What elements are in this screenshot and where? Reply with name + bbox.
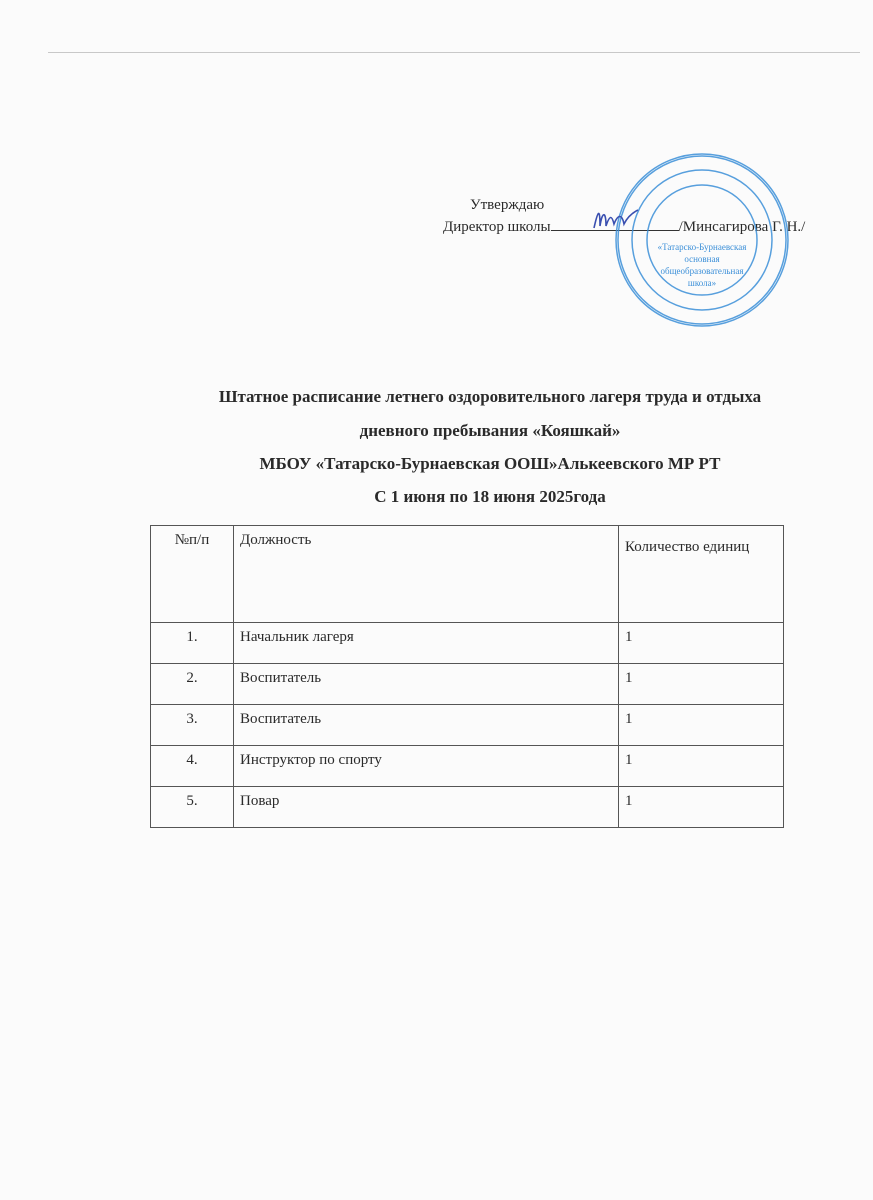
header-number: №п/п [151,526,234,623]
row-position: Воспитатель [234,664,619,705]
row-number: 2. [151,664,234,705]
row-quantity: 1 [619,746,784,787]
document-title-line2: дневного пребывания «Кояшкай» [359,421,621,440]
row-number: 4. [151,746,234,787]
row-quantity: 1 [619,787,784,828]
svg-text:основная: основная [684,254,720,264]
row-number: 1. [151,623,234,664]
table-header-row [151,526,784,623]
row-position: Повар [234,787,619,828]
document-title-line3: МБОУ «Татарско-Бурнаевская ООШ»Алькеевского МР РТ [259,454,721,473]
row-position: Инструктор по спорту [234,746,619,787]
director-signature [590,204,640,234]
row-number: 5. [151,787,234,828]
row-quantity: 1 [619,705,784,746]
director-label: Директор школы [443,219,551,235]
header-position: Должность [234,526,619,623]
table-row [151,787,784,828]
scan-edge-line [48,52,860,53]
approve-label: Утверждаю [470,197,545,213]
header-quantity: Количество единиц [619,526,784,623]
table-row [151,705,784,746]
table-row [151,664,784,705]
svg-text:школа»: школа» [687,278,717,288]
row-position: Начальник лагеря [234,623,619,664]
table-row [151,623,784,664]
staff-table [150,525,784,828]
row-number: 3. [151,705,234,746]
row-position: Воспитатель [234,705,619,746]
document-title-line1: Штатное расписание летнего оздоровительного лагеря труда и отдыха [218,387,762,406]
table-row [151,746,784,787]
document-title-line4: С 1 июня по 18 июня 2025года [374,487,606,506]
row-quantity: 1 [619,664,784,705]
svg-text:общеобразовательная: общеобразовательная [660,266,744,276]
svg-text:«Татарско-Бурнаевская: «Татарско-Бурнаевская [657,242,747,252]
school-stamp [612,150,792,330]
director-name: /Минсагирова Г. Н./ [678,219,806,235]
row-quantity: 1 [619,623,784,664]
